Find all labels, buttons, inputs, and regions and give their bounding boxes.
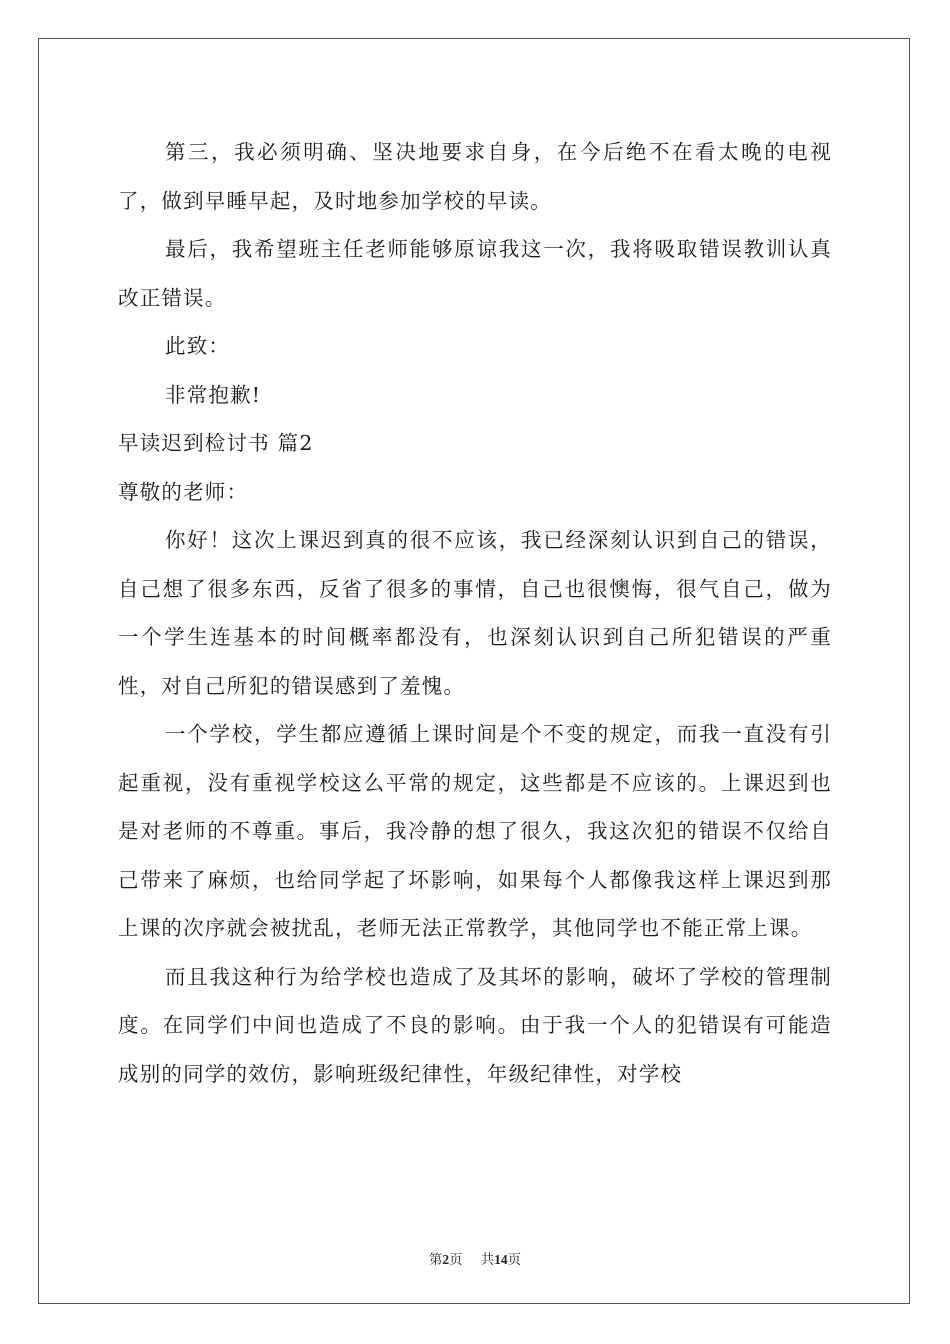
paragraph: 第三，我必须明确、坚决地要求自身，在今后绝不在看太晚的电视了，做到早睡早起，及时地参加学校的早读。 (118, 140, 832, 213)
paragraph: 你好！这次上课迟到真的很不应该，我已经深刻认识到自己的错误，自己想了很多东西，反省了很多的事情，自己也很懊悔，很气自己，做为一个学生连基本的时间概率都没有，也深刻认识到自己所犯错误的严重性，对自己所犯的错误感到了羞愧。 (118, 528, 832, 698)
apology-line: 非常抱歉! (165, 382, 262, 407)
page-number-label: 第2页 (428, 1252, 463, 1267)
page-total-label: 共14页 (480, 1252, 522, 1267)
paragraph: 而且我这种行为给学校也造成了及其坏的影响，破坏了学校的管理制度。在同学们中间也造成了不良的影响。由于我一个人的犯错误有可能造成别的同学的效仿，影响班级纪律性，年级纪律性，对学校 (118, 964, 832, 1086)
section-heading: 早读迟到检讨书 篇2 (118, 431, 314, 455)
page-footer (0, 1248, 950, 1268)
closing-salutation: 此致： (165, 334, 231, 358)
paragraph: 一个学校，学生都应遵循上课时间是个不变的规定，而我一直没有引起重视，没有重视学校这么平常的规定，这些都是不应该的。上课迟到也是对老师的不尊重。事后，我冷静的想了很久，我这次犯的错误不仅给自己带来了麻烦，也给同学起了坏影响，如果每个人都像我这样上课迟到那上课的次序就会被扰乱，老师无法正常教学，其他同学也不能正常上课。 (118, 722, 832, 940)
paragraph: 最后，我希望班主任老师能够原谅我这一次，我将吸取错误教训认真改正错误。 (118, 237, 832, 310)
document-body (118, 128, 832, 1098)
greeting: 尊敬的老师： (118, 479, 249, 504)
